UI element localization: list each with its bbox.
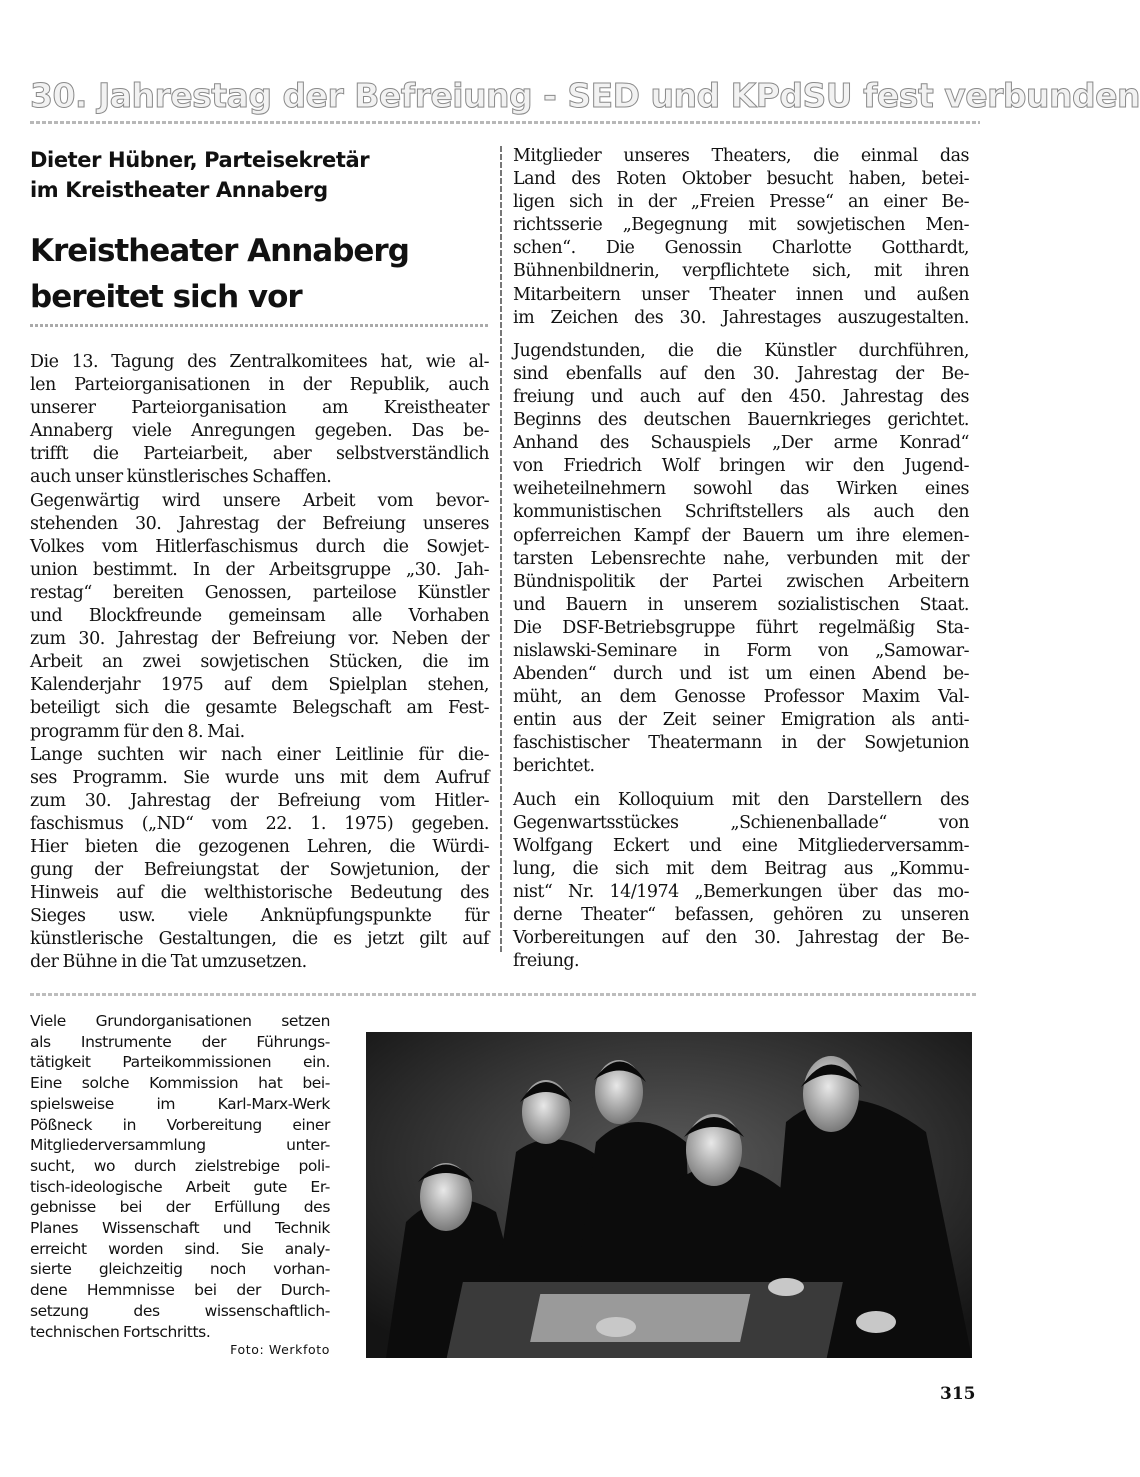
text-line: lung, die sich mit dem Beitrag aus „Kommu- bbox=[513, 858, 969, 879]
text-line: ligen sich in der „Freien Presse“ an einer Be- bbox=[513, 192, 969, 213]
group-photo bbox=[366, 1032, 972, 1358]
text-line: gung der Befreiungstat der Sowjetunion, der bbox=[30, 860, 489, 881]
text-line: Beginns des deutschen Bauernkrieges gerichtet. bbox=[513, 410, 969, 431]
text-line: Bühnenbildnerin, verpflichtete sich, mit ihren bbox=[513, 261, 969, 282]
text-line: restag“ bereiten Genossen, parteilose Künstler bbox=[30, 582, 489, 603]
text-line: Die 13. Tagung des Zentralkomitees hat, wie al- bbox=[30, 352, 489, 372]
text-line: sind ebenfalls auf den 30. Jahrestag der Be- bbox=[513, 363, 969, 384]
text-line: nislawski-Seminare in Form von „Samowar- bbox=[513, 640, 969, 661]
caption-line: Viele Grundorganisationen setzen bbox=[30, 1012, 330, 1030]
caption-line: tisch-ideologische Arbeit gute Er- bbox=[30, 1177, 330, 1196]
text-line: freiung und auch auf den 450. Jahrestag des bbox=[513, 386, 969, 407]
text-line: richtsserie „Begegnung mit sowjetischen Men- bbox=[513, 215, 969, 236]
text-line: müht, an dem Genosse Professor Maxim Val- bbox=[513, 687, 969, 708]
text-line: künstlerische Gestaltungen, die es jetzt gilt auf bbox=[30, 929, 489, 950]
text-line: kommunistischen Schriftstellers als auch den bbox=[513, 502, 969, 523]
text-line: unserer Parteiorganisation am Kreistheater bbox=[30, 398, 489, 419]
author-block bbox=[30, 145, 490, 205]
text-line: nist“ Nr. 14/1974 „Bemerkungen über das mo- bbox=[513, 881, 969, 902]
text-line: Arbeit an zwei sowjetischen Stücken, die im bbox=[30, 652, 489, 673]
author-name: Dieter Hübner, Parteisekretär bbox=[30, 148, 370, 172]
caption-line: Pößneck in Vorbereitung einer bbox=[30, 1115, 330, 1134]
text-line: Wolfgang Eckert und eine Mitgliederversamm- bbox=[513, 835, 969, 856]
caption-line: dene Hemmnisse bei der Durch- bbox=[30, 1281, 330, 1300]
text-line: Hier bieten die gezogenen Lehren, die Würdi- bbox=[30, 836, 489, 857]
text-line: ses Programm. Sie wurde uns mit dem Aufruf bbox=[30, 767, 489, 788]
caption-line: technischen Fortschritts. bbox=[30, 1322, 211, 1341]
text-line: und Bauern in unserem sozialistischen Staat. bbox=[513, 594, 969, 615]
text-line: Kalenderjahr 1975 auf dem Spielplan stehen, bbox=[30, 675, 489, 696]
photo-caption bbox=[30, 1011, 330, 1342]
text-line: Auch ein Kolloquium mit den Darstellern des bbox=[513, 789, 969, 810]
text-line: tarsten Lebensrechte nahe, verbunden mit der bbox=[513, 548, 969, 569]
text-line: Anhand des Schauspiels „Der arme Konrad“ bbox=[513, 433, 969, 454]
text-line: entin aus der Zeit seiner Emigration als anti- bbox=[513, 710, 969, 731]
text-line: stehenden 30. Jahrestag der Befreiung unseres bbox=[30, 513, 489, 534]
caption-line: tätigkeit Parteikommissionen ein. bbox=[30, 1053, 330, 1072]
text-line: von Friedrich Wolf bringen wir den Jugend- bbox=[513, 456, 969, 477]
column-divider bbox=[500, 146, 502, 952]
text-line: Hinweis auf die welthistorische Bedeutung des bbox=[30, 883, 489, 904]
caption-line: gebnisse bei der Erfüllung des bbox=[30, 1198, 330, 1217]
text-line: faschismus („ND“ vom 22. 1. 1975) gegeben. bbox=[30, 813, 489, 834]
text-line: zum 30. Jahrestag der Befreiung vom Hitler- bbox=[30, 790, 489, 811]
caption-line: setzung des wissenschaftlich- bbox=[30, 1301, 330, 1320]
photo-section-rule bbox=[30, 993, 978, 996]
text-line: und Blockfreunde gemeinsam alle Vorhaben bbox=[30, 606, 489, 627]
text-line: union bestimmt. In der Arbeitsgruppe „30. Jah- bbox=[30, 559, 489, 580]
text-line: weiheteilnehmern sowohl das Wirken eines bbox=[513, 479, 969, 500]
caption-line: sierte gleichzeitig noch vorhan- bbox=[30, 1260, 330, 1279]
text-line: Bündnispolitik der Partei zwischen Arbeitern bbox=[513, 571, 969, 592]
caption-line: sucht, wo durch zielstrebige poli- bbox=[30, 1156, 330, 1175]
text-line: faschistischer Theatermann in der Sowjetunion bbox=[513, 733, 969, 754]
caption-line: Eine solche Kommission hat bei- bbox=[30, 1074, 330, 1093]
headline-line: bereitet sich vor bbox=[30, 279, 302, 315]
text-line: trifft die Parteiarbeit, aber selbstverständlich bbox=[30, 444, 489, 465]
caption-line: als Instrumente der Führungs- bbox=[30, 1032, 330, 1051]
headline-line: Kreistheater Annaberg bbox=[30, 233, 409, 269]
photo-credit: Foto: Werkfoto bbox=[230, 1342, 330, 1357]
caption-line: Planes Wissenschaft und Technik bbox=[30, 1219, 330, 1238]
text-line: Gegenwärtig wird unsere Arbeit vom bevor- bbox=[30, 490, 489, 511]
text-line: zum 30. Jahrestag der Befreiung vor. Neben der bbox=[30, 629, 489, 650]
text-line: Sieges usw. viele Anknüpfungspunkte für bbox=[30, 906, 489, 927]
text-line: beteiligt sich die gesamte Belegschaft am Fest- bbox=[30, 698, 489, 719]
text-line: Mitglieder unseres Theaters, die einmal das bbox=[513, 146, 969, 166]
caption-line: Mitgliederversammlung unter- bbox=[30, 1136, 330, 1155]
text-line: derne Theater“ befassen, gehören zu unseren bbox=[513, 905, 969, 925]
text-line: opferreichen Kampf der Bauern um ihre elemen- bbox=[513, 525, 969, 546]
text-line: Lange suchten wir nach einer Leitlinie für die- bbox=[30, 744, 489, 765]
text-line: Mitarbeitern unser Theater innen und außen bbox=[513, 284, 969, 305]
text-line: der Bühne in die Tat umzusetzen. bbox=[30, 952, 307, 973]
text-line: im Zeichen des 30. Jahrestages auszugestalten. bbox=[513, 307, 969, 328]
text-line: Vorbereitungen auf den 30. Jahrestag der Be- bbox=[513, 928, 969, 949]
text-line: schen“. Die Genossin Charlotte Gotthardt, bbox=[513, 238, 969, 259]
caption-line: spielsweise im Karl-Marx-Werk bbox=[30, 1094, 330, 1113]
text-line: freiung. bbox=[513, 951, 580, 972]
text-line: len Parteiorganisationen in der Republik, auch bbox=[30, 375, 489, 396]
text-line: Die DSF-Betriebsgruppe führt regelmäßig Sta- bbox=[513, 617, 969, 638]
running-head-rule bbox=[30, 121, 980, 124]
text-line: Gegenwartsstückes „Schienenballade“ von bbox=[513, 812, 969, 833]
caption-line: erreicht worden sind. Sie analy- bbox=[30, 1239, 330, 1258]
text-line: berichtet. bbox=[513, 756, 595, 777]
headline-rule bbox=[30, 324, 490, 327]
text-line: Jugendstunden, die die Künstler durchführen, bbox=[513, 340, 969, 361]
right-column bbox=[513, 145, 969, 973]
text-line: Volkes vom Hitlerfaschismus durch die Sowjet- bbox=[30, 536, 489, 557]
text-line: Land des Roten Oktober besucht haben, betei- bbox=[513, 169, 969, 190]
text-line: auch unser künstlerisches Schaffen. bbox=[30, 467, 332, 488]
running-head: 30. Jahrestag der Befreiung - SED und KPdSU fest verbunden bbox=[30, 76, 1140, 115]
page-number: 315 bbox=[940, 1384, 976, 1404]
text-line: programm für den 8. Mai. bbox=[30, 721, 245, 742]
text-line: Abenden“ durch und ist um einen Abend be- bbox=[513, 664, 969, 685]
text-line: Annaberg viele Anregungen gegeben. Das be- bbox=[30, 421, 489, 442]
author-affiliation: im Kreistheater Annaberg bbox=[30, 178, 328, 202]
left-column bbox=[30, 351, 489, 975]
article-headline bbox=[30, 228, 490, 320]
